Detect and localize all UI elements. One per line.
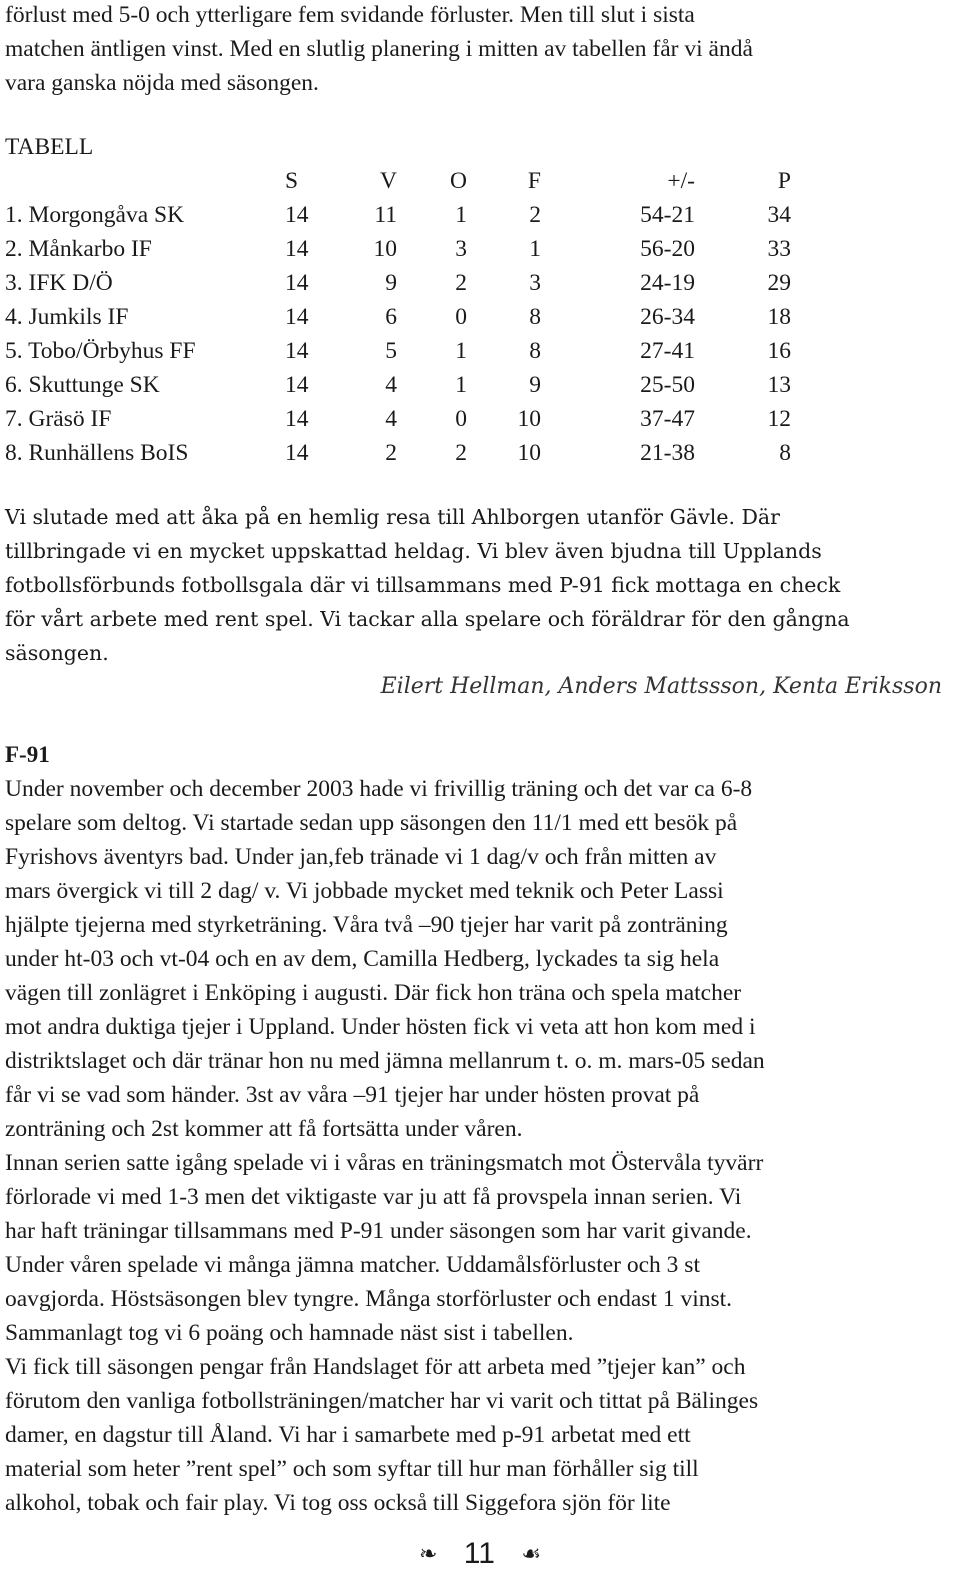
cell-points: 18 <box>767 304 791 330</box>
text-line: Sammanlagt tog vi 6 poäng och hamnade näst sist i tabellen. <box>5 1320 574 1346</box>
cell-goals: 27-41 <box>640 338 695 364</box>
header-team <box>5 164 285 198</box>
text-line: distriktslaget och där tränar hon nu med jämna mellanrum t. o. m. mars-05 sedan <box>5 1048 765 1074</box>
cell-points: 8 <box>779 440 791 466</box>
section-heading: F-91 <box>5 742 50 767</box>
cell-goals: 26-34 <box>640 304 695 330</box>
cell-played: 14 <box>285 338 309 364</box>
table-heading: TABELL <box>5 134 94 160</box>
text-line: Vi slutade med att åka på en hemlig resa till Ahlborgen utanför Gävle. Där <box>5 505 780 529</box>
section-paragraph <box>5 772 765 1520</box>
page-number: 11 <box>463 1537 495 1570</box>
cell-won: 10 <box>373 236 397 262</box>
cell-goals: 56-20 <box>640 236 695 262</box>
cell-drawn: 2 <box>455 440 467 466</box>
table-row <box>5 198 791 232</box>
cell-played: 14 <box>285 270 309 296</box>
cell-team-name: 8. Runhällens BoIS <box>5 440 189 466</box>
text-line: Vi fick till säsongen pengar från Handslaget för att arbeta med ”tjejer kan” och <box>5 1354 746 1380</box>
intro-paragraph <box>5 0 753 100</box>
cell-team-name: 6. Skuttunge SK <box>5 372 160 398</box>
cell-team-name: 4. Jumkils IF <box>5 304 129 330</box>
cell-won: 6 <box>385 304 397 330</box>
cell-points: 13 <box>767 372 791 398</box>
table-row <box>5 300 791 334</box>
cell-won: 9 <box>385 270 397 296</box>
cell-lost: 2 <box>529 202 541 228</box>
table-row <box>5 232 791 266</box>
cell-lost: 1 <box>529 236 541 262</box>
text-line: hjälpte tjejerna med styrketräning. Våra två –90 tjejer har varit på zonträning <box>5 912 728 938</box>
header-points: P <box>777 168 791 194</box>
cell-lost: 9 <box>529 372 541 398</box>
text-line: mars övergick vi till 2 dag/ v. Vi jobbade mycket med teknik och Peter Lassi <box>5 878 724 904</box>
cell-played: 14 <box>285 406 309 432</box>
table-row <box>5 436 791 470</box>
cell-points: 16 <box>767 338 791 364</box>
text-line: zonträning och 2st kommer att få fortsätta under våren. <box>5 1116 523 1142</box>
cell-drawn: 2 <box>455 270 467 296</box>
cell-points: 12 <box>767 406 791 432</box>
cell-drawn: 0 <box>455 304 467 330</box>
cell-played: 14 <box>285 440 309 466</box>
text-line: Under november och december 2003 hade vi frivillig träning och det var ca 6-8 <box>5 776 753 802</box>
text-line: alkohol, tobak och fair play. Vi tog oss också till Siggefora sjön för lite <box>5 1490 671 1516</box>
cell-played: 14 <box>285 372 309 398</box>
text-line: förlust med 5-0 och ytterligare fem svidande förluster. Men till slut i sista <box>5 2 695 28</box>
signature: Eilert Hellman, Anders Mattssson, Kenta Eriksson <box>380 674 942 699</box>
cell-lost: 8 <box>529 338 541 364</box>
cell-won: 4 <box>385 372 397 398</box>
cell-won: 5 <box>385 338 397 364</box>
cell-team-name: 5. Tobo/Örbyhus FF <box>5 338 196 364</box>
cell-drawn: 3 <box>455 236 467 262</box>
cell-goals: 21-38 <box>640 440 695 466</box>
text-line: mot andra duktiga tjejer i Uppland. Under hösten fick vi veta att hon kom med i <box>5 1014 756 1040</box>
text-line: spelare som deltog. Vi startade sedan upp säsongen den 11/1 med ett besök på <box>5 810 738 836</box>
cell-team-name: 3. IFK D/Ö <box>5 270 113 296</box>
cell-drawn: 0 <box>455 406 467 432</box>
header-goals: +/- <box>667 168 695 194</box>
table-row <box>5 368 791 402</box>
cell-played: 14 <box>285 202 309 228</box>
table-row <box>5 402 791 436</box>
cell-goals: 37-47 <box>640 406 695 432</box>
cell-team-name: 2. Månkarbo IF <box>5 236 152 262</box>
header-drawn: O <box>450 168 467 194</box>
cell-team-name: 7. Gräsö IF <box>5 406 112 432</box>
text-line: förutom den vanliga fotbollsträningen/matcher har vi varit och tittat på Bälinges <box>5 1388 759 1414</box>
cell-drawn: 1 <box>455 202 467 228</box>
text-line: damer, en dagstur till Åland. Vi har i samarbete med p-91 arbetat med ett <box>5 1422 691 1448</box>
cell-won: 2 <box>385 440 397 466</box>
cell-goals: 25-50 <box>640 372 695 398</box>
cell-won: 11 <box>374 202 397 228</box>
cell-lost: 3 <box>529 270 541 296</box>
table-row <box>5 266 791 300</box>
text-line: förlorade vi med 1-3 men det viktigaste var ju att få provspela innan serien. Vi <box>5 1184 742 1210</box>
header-won: V <box>380 168 397 194</box>
cell-drawn: 1 <box>455 338 467 364</box>
cell-points: 33 <box>767 236 791 262</box>
cell-lost: 10 <box>517 406 541 432</box>
cell-played: 14 <box>285 304 309 330</box>
cell-won: 4 <box>385 406 397 432</box>
cell-team-name: 1. Morgongåva SK <box>5 202 185 228</box>
table-row <box>5 334 791 368</box>
page-footer <box>0 1530 960 1579</box>
text-line: fotbollsförbunds fotbollsgala där vi tillsammans med P-91 fick mottaga en check <box>5 573 841 597</box>
text-line: vara ganska nöjda med säsongen. <box>5 70 319 96</box>
text-line: vägen till zonlägret i Enköping i augusti. Där fick hon träna och spela matcher <box>5 980 742 1006</box>
cell-goals: 54-21 <box>640 202 695 228</box>
text-line: matchen äntligen vinst. Med en slutlig planering i mitten av tabellen får vi ändå <box>5 36 753 62</box>
header-played: S <box>285 168 299 194</box>
text-line: Fyrishovs äventyrs bad. Under jan,feb tränade vi 1 dag/v och från mitten av <box>5 844 717 870</box>
header-lost: F <box>527 168 541 194</box>
text-line: Under våren spelade vi många jämna matcher. Uddamålsförluster och 3 st <box>5 1252 700 1278</box>
cell-points: 34 <box>767 202 791 228</box>
text-line: för vårt arbete med rent spel. Vi tackar alla spelare och föräldrar för den gångna <box>5 607 850 631</box>
text-line: får vi se vad som händer. 3st av våra –91 tjejer har under hösten provat på <box>5 1082 700 1108</box>
cell-goals: 24-19 <box>640 270 695 296</box>
cell-points: 29 <box>767 270 791 296</box>
floral-heart-icon: ❧ <box>418 1542 438 1568</box>
text-line: under ht-03 och vt-04 och en av dem, Camilla Hedberg, lyckades ta sig hela <box>5 946 720 972</box>
text-line: oavgjorda. Höstsäsongen blev tyngre. Många storförluster och endast 1 vinst. <box>5 1286 733 1312</box>
closing-paragraph <box>5 500 850 670</box>
text-line: tillbringade vi en mycket uppskattad heldag. Vi blev även bjudna till Upplands <box>5 539 822 563</box>
reversed-floral-heart-icon: ☙ <box>521 1542 541 1568</box>
text-line: säsongen. <box>5 641 109 665</box>
cell-played: 14 <box>285 236 309 262</box>
cell-drawn: 1 <box>455 372 467 398</box>
text-line: Innan serien satte igång spelade vi i våras en träningsmatch mot Östervåla tyvärr <box>5 1150 764 1176</box>
text-line: material som heter ”rent spel” och som syftar till hur man förhåller sig till <box>5 1456 699 1482</box>
standings-table <box>5 164 791 470</box>
table-header-row <box>5 164 791 198</box>
cell-lost: 8 <box>529 304 541 330</box>
cell-lost: 10 <box>517 440 541 466</box>
text-line: har haft träningar tillsammans med P-91 under säsongen som har varit givande. <box>5 1218 752 1244</box>
